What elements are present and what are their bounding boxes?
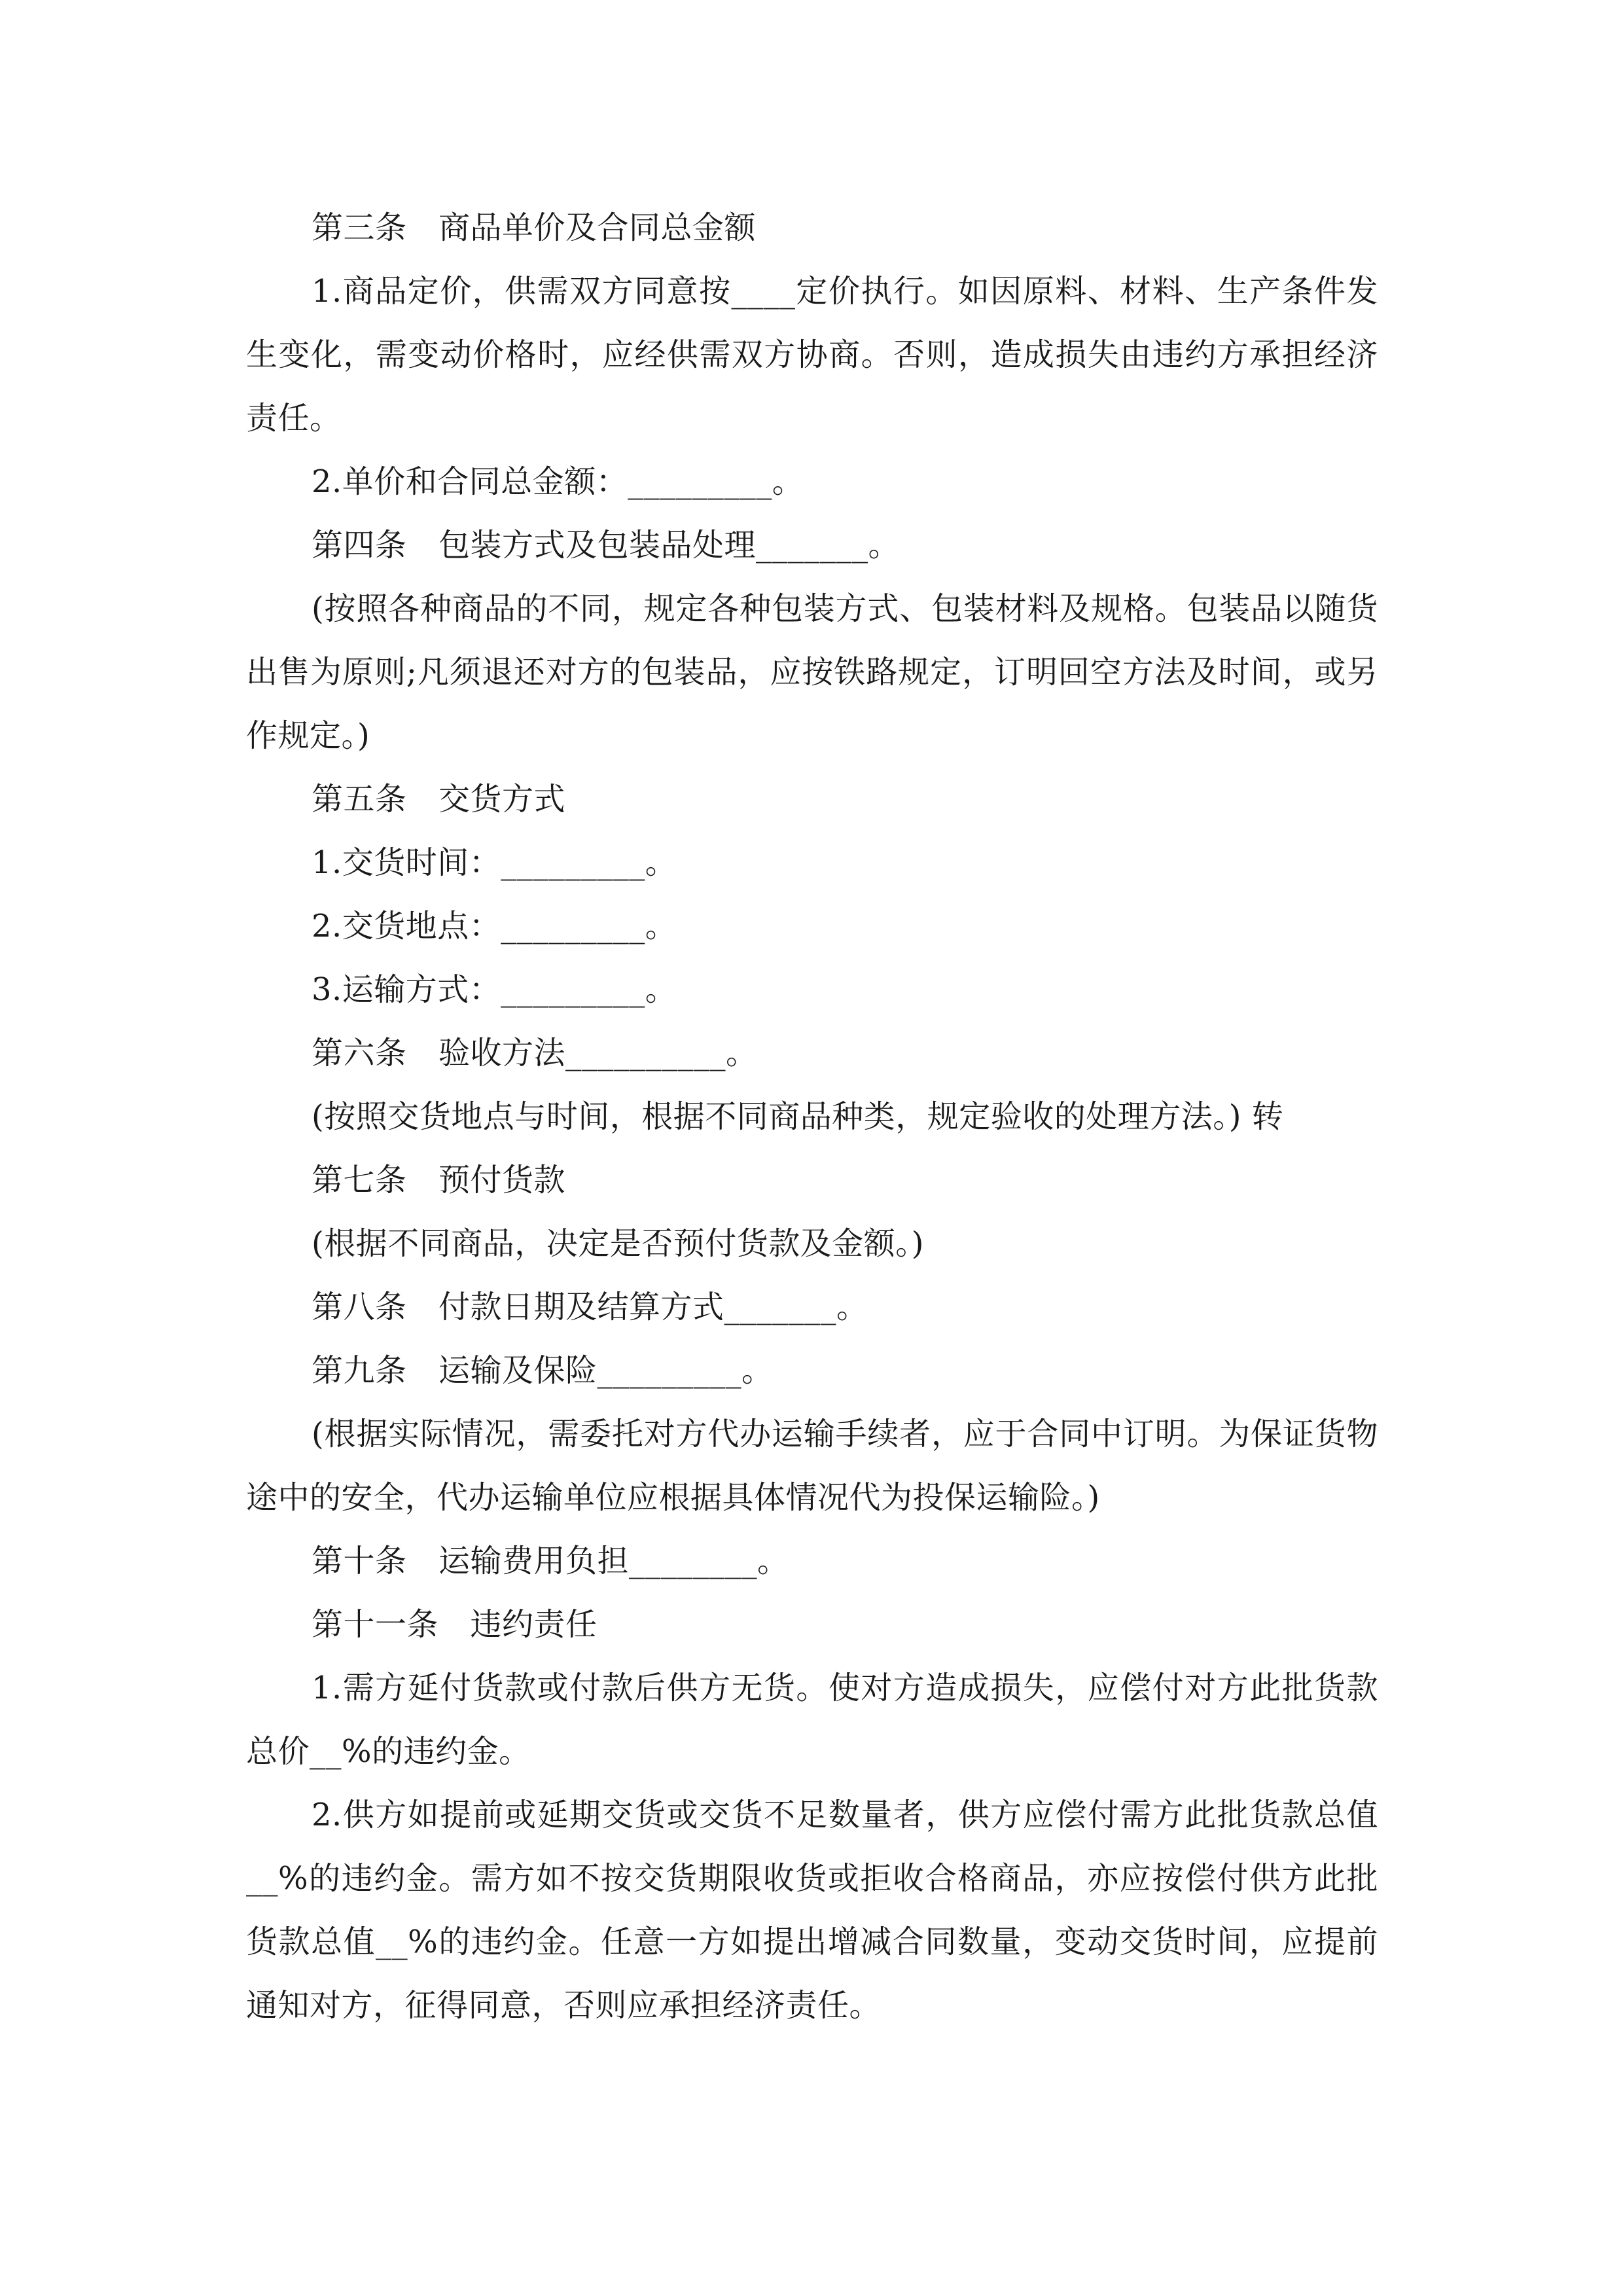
article-5-item-1: 1.交货时间：_________。 — [312, 844, 677, 881]
article-3-item-1: 1.商品定价，供需双方同意按____定价执行。如因原料、材料、生产条件发生变化，需变动价格时，应经供需双方协商。否则，造成损失由违约方承担经济责任。 — [246, 273, 1378, 437]
article-11-item-2: 2.供方如提前或延期交货或交货不足数量者，供方应偿付需方此批货款总值__%的违约金。需方如不按交货期限收货或拒收合格商品，亦应按偿付供方此批货款总值__%的违约金。任意一方如提出增减合同数量，变动交货时间，应提前通知对方，征得同意，否则应承担经济责任。 — [246, 1797, 1378, 2024]
article-3-item-2: 2.单价和合同总金额：_________。 — [312, 463, 804, 500]
contract-body — [246, 196, 1378, 2037]
article-7-heading: 第七条 预付货款 — [312, 1162, 566, 1198]
article-4-note: (按照各种商品的不同，规定各种包装方式、包装材料及规格。包装品以随货出售为原则;凡须退还对方的包装品，应按铁路规定，订明回空方法及时间，或另作规定。) — [246, 590, 1378, 754]
article-9-note: (根据实际情况，需委托对方代办运输手续者，应于合同中订明。为保证货物途中的安全，代办运输单位应根据具体情况代为投保运输险。) — [246, 1416, 1378, 1516]
article-4-heading: 第四条 包装方式及包装品处理_______。 — [312, 527, 901, 564]
article-3-heading: 第三条 商品单价及合同总金额 — [312, 209, 757, 246]
article-7-note: (根据不同商品，决定是否预付货款及金额。) — [312, 1225, 924, 1262]
article-10-heading: 第十条 运输费用负担________。 — [312, 1543, 789, 1579]
article-5-item-2: 2.交货地点：_________。 — [312, 908, 677, 944]
article-9-heading: 第九条 运输及保险_________。 — [312, 1352, 774, 1389]
article-5-heading: 第五条 交货方式 — [312, 781, 566, 817]
article-11-item-1: 1.需方延付货款或付款后供方无货。使对方造成损失，应偿付对方此批货款总价__%的违约金。 — [246, 1670, 1378, 1770]
article-11-heading: 第十一条 违约责任 — [312, 1606, 597, 1643]
article-5-item-3: 3.运输方式：_________。 — [312, 971, 677, 1008]
article-6-note: (按照交货地点与时间，根据不同商品种类，规定验收的处理方法。) 转 — [312, 1098, 1284, 1135]
article-6-heading: 第六条 验收方法__________。 — [312, 1035, 758, 1071]
article-8-heading: 第八条 付款日期及结算方式_______。 — [312, 1289, 868, 1325]
